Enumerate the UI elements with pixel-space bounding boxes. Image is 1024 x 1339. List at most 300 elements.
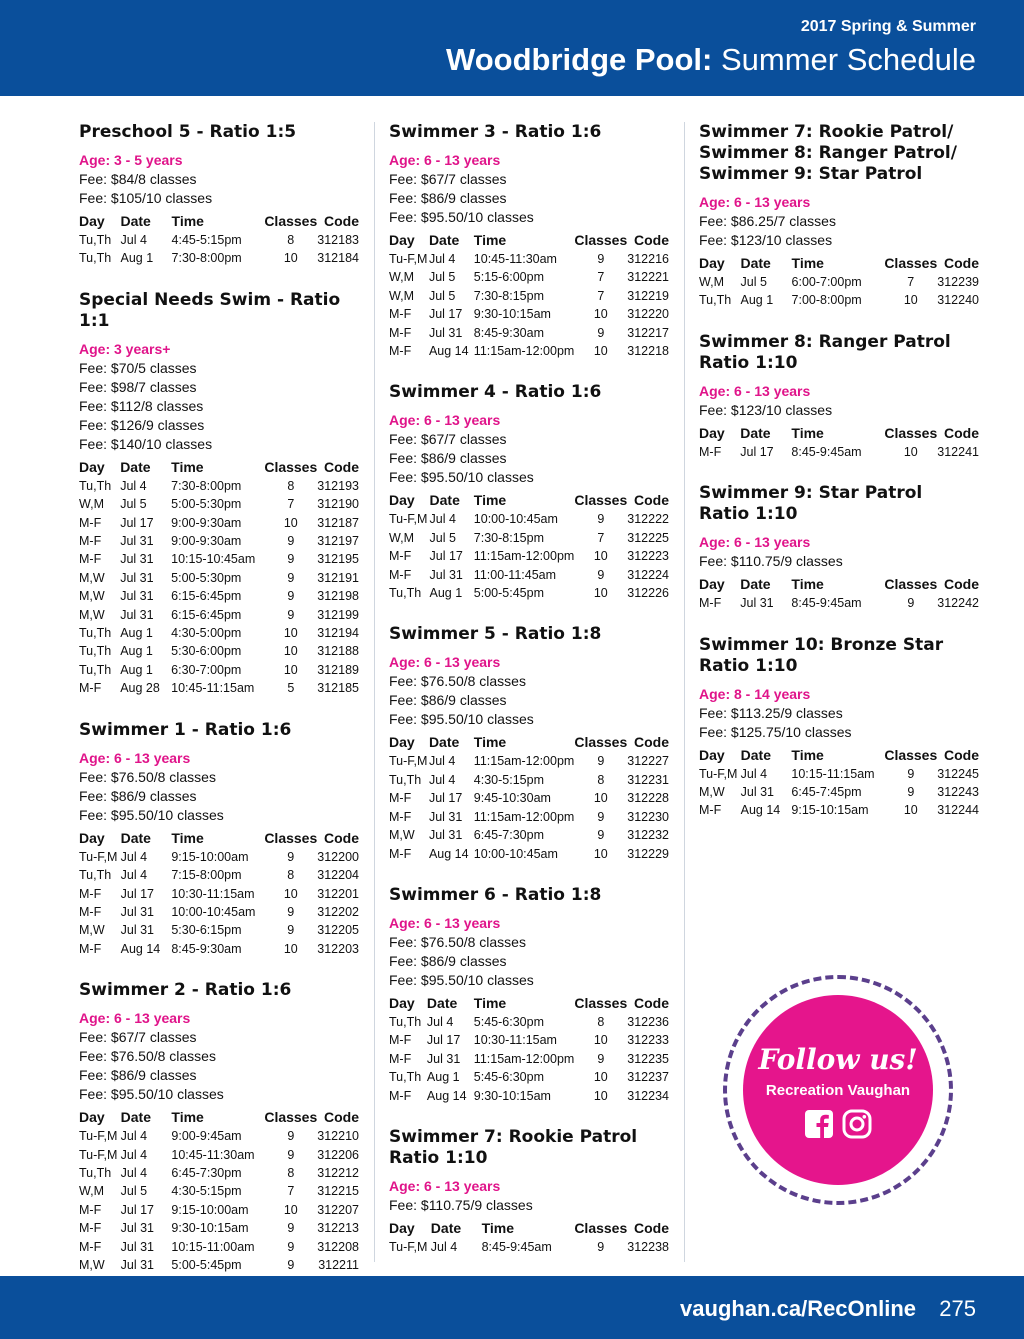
table-row: [79, 514, 359, 532]
program-title: Swimmer 7: Rookie Patrol Ratio 1:10: [389, 1126, 638, 1168]
table-row: [699, 291, 979, 309]
facebook-icon[interactable]: [804, 1109, 834, 1139]
table-row: [699, 801, 979, 819]
table-header-row: [389, 231, 669, 250]
cell-code[interactable]: 312208: [317, 1239, 359, 1254]
cell-classes: 9: [597, 252, 605, 266]
cell-date: Aug 14: [428, 344, 469, 359]
cell-date: Jul 4: [429, 512, 456, 527]
cell-day: M-F: [389, 344, 412, 359]
program-section: [699, 332, 979, 461]
fee-line: Fee: $105/10 classes: [79, 190, 213, 206]
cell-day: Tu-F,M: [79, 1129, 118, 1144]
cell-date: Jul 31: [740, 785, 774, 800]
cell-code[interactable]: 312205: [317, 923, 359, 938]
url-strong: RecOnline: [807, 1296, 916, 1321]
cell-day: W,M: [699, 275, 724, 289]
cell-date: Jul 4: [426, 1014, 454, 1029]
cell-code[interactable]: 312220: [627, 307, 669, 322]
table-row: [79, 532, 359, 550]
cell-date: Aug 1: [426, 1070, 460, 1085]
cell-day: M-F: [699, 596, 722, 611]
cell-code[interactable]: 312243: [937, 785, 979, 800]
column-header-time: Time: [171, 1109, 204, 1126]
cell-date: Aug 1: [740, 293, 774, 308]
table-row: [79, 866, 359, 884]
cell-code[interactable]: 312201: [317, 886, 359, 901]
table-row: [79, 940, 359, 958]
fee-line: Fee: $76.50/8 classes: [79, 1048, 216, 1065]
cell-date: Jul 31: [120, 1257, 154, 1272]
column-header-date: Date: [428, 232, 460, 248]
fee-line: Fee: $123/10 classes: [699, 232, 833, 248]
fee-line: Fee: $86/9 classes: [79, 787, 197, 804]
age-range: Age: 6 - 13 years: [389, 1177, 501, 1194]
cell-date: Jul 4: [120, 849, 148, 864]
cell-date: Aug 28: [120, 681, 160, 696]
cell-classes: 8: [287, 1165, 295, 1180]
cell-code[interactable]: 312238: [627, 1239, 669, 1254]
cell-day: Tu-F,M: [79, 849, 118, 864]
cell-code[interactable]: 312185: [317, 681, 359, 696]
fee-line: Fee: $86.25/7 classes: [699, 213, 836, 229]
cell-day: M-F: [389, 1033, 412, 1048]
cell-classes: 9: [287, 1221, 295, 1236]
column-header-date: Date: [429, 492, 460, 509]
cell-time: 7:30-8:15pm: [473, 530, 544, 545]
cell-classes: 10: [283, 251, 298, 266]
column-header-classes: Classes: [884, 746, 938, 763]
column-header-code: Code: [324, 829, 359, 846]
cell-time: 5:45-6:30pm: [473, 1070, 544, 1085]
cell-day: M-F: [699, 803, 722, 818]
cell-day: W,M: [79, 497, 104, 512]
cell-day: Tu,Th: [79, 233, 112, 247]
cell-day: M-F: [389, 325, 412, 340]
cell-day: Tu-F,M: [699, 766, 738, 781]
schedule-table: [389, 491, 669, 602]
age-range: Age: 6 - 13 years: [389, 152, 501, 168]
program-section: [79, 122, 359, 268]
cell-classes: 9: [287, 1257, 295, 1272]
cell-date: Jul 4: [120, 1129, 148, 1144]
cell-code[interactable]: 312211: [318, 1257, 359, 1272]
fee-line: Fee: $76.50/8 classes: [389, 933, 526, 950]
cell-code[interactable]: 312189: [317, 662, 359, 677]
column-header-code: Code: [944, 255, 979, 271]
cell-time: 5:00-5:30pm: [171, 497, 242, 512]
cell-date: Jul 31: [120, 552, 154, 567]
program-section: [79, 980, 359, 1311]
cell-time: 11:00-11:45am: [473, 567, 557, 582]
cell-day: Tu,Th: [79, 1165, 112, 1180]
column-header-time: Time: [791, 424, 824, 441]
column-header-classes: Classes: [264, 829, 318, 846]
cell-time: 11:15am-12:00pm: [473, 754, 575, 769]
follow-us-badge[interactable]: [723, 975, 953, 1205]
cell-time: 9:30-10:15am: [473, 1088, 551, 1103]
url-prefix: vaughan.ca/: [680, 1296, 808, 1321]
cell-classes: 9: [907, 766, 915, 781]
cell-classes: 9: [907, 596, 915, 611]
program-section: [389, 1127, 669, 1256]
cell-day: Tu,Th: [699, 293, 732, 308]
schedule-table: [389, 994, 669, 1105]
column-header-code: Code: [634, 232, 669, 248]
cell-classes: 9: [287, 607, 295, 622]
table-row: [79, 624, 359, 642]
cell-date: Jul 31: [429, 567, 463, 582]
age-range: Age: 6 - 13 years: [389, 914, 501, 931]
cell-code[interactable]: 312235: [627, 1051, 669, 1066]
fee-line: Fee: $95.50/10 classes: [389, 711, 534, 728]
cell-time: 8:45-9:30am: [473, 325, 544, 340]
cell-code[interactable]: 312239: [937, 275, 979, 289]
cell-code[interactable]: 312231: [627, 772, 669, 787]
cell-date: Jul 31: [426, 1051, 461, 1066]
cell-time: 5:00-5:45pm: [171, 1257, 242, 1272]
column-header-day: Day: [389, 994, 415, 1011]
cell-code[interactable]: 312227: [627, 754, 669, 769]
cell-code[interactable]: 312191: [317, 570, 359, 585]
cell-classes: 9: [287, 552, 295, 567]
column-header-code: Code: [634, 1219, 669, 1236]
cell-day: M-F: [389, 791, 412, 806]
program-title: Swimmer 3 - Ratio 1:6: [389, 122, 602, 142]
cell-code[interactable]: 312193: [317, 478, 359, 493]
table-row: [389, 752, 669, 770]
cell-day: M-F: [389, 1051, 412, 1066]
cell-code[interactable]: 312207: [317, 1202, 359, 1217]
cell-code[interactable]: 312190: [317, 497, 359, 512]
cell-code[interactable]: 312236: [627, 1014, 669, 1029]
cell-time: 6:45-7:30pm: [171, 1165, 242, 1180]
cell-code[interactable]: 312226: [627, 586, 669, 601]
cell-day: Tu,Th: [79, 626, 112, 641]
program-title: Swimmer 10: Bronze Star Ratio 1:10: [699, 634, 944, 676]
cell-classes: 10: [283, 941, 298, 956]
cell-day: M,W: [79, 1257, 105, 1272]
reconline-link[interactable]: [680, 1296, 916, 1322]
table-header-row: [389, 1219, 669, 1238]
fee-line: Fee: $67/7 classes: [79, 1029, 197, 1046]
schedule-column-3: [699, 122, 979, 842]
fee-line: Fee: $113.25/9 classes: [699, 704, 843, 721]
cell-code[interactable]: 312188: [317, 644, 359, 659]
cell-time: 10:45-11:15am: [171, 681, 255, 696]
cell-code[interactable]: 312183: [317, 233, 359, 247]
cell-code[interactable]: 312218: [627, 344, 669, 359]
table-header-row: [699, 746, 979, 765]
table-header-row: [79, 212, 359, 231]
schedule-table: [389, 733, 669, 862]
follow-subtitle: Recreation Vaughan: [765, 1082, 911, 1099]
cell-date: Jul 4: [120, 478, 147, 493]
cell-time: 5:30-6:15pm: [171, 923, 242, 938]
cell-time: 6:45-7:45pm: [791, 785, 862, 800]
program-title: Swimmer 9: Star Patrol Ratio 1:10: [699, 483, 923, 525]
cell-code[interactable]: 312219: [627, 288, 669, 303]
cell-time: 11:15am-12:00pm: [473, 809, 575, 824]
cell-code[interactable]: 312215: [317, 1184, 359, 1199]
column-header-code: Code: [944, 424, 979, 441]
cell-code[interactable]: 312202: [317, 904, 359, 919]
cell-date: Jul 17: [740, 444, 774, 459]
table-header-row: [699, 254, 979, 273]
cell-classes: 9: [287, 1147, 295, 1162]
cell-time: 11:15am-12:00pm: [473, 549, 575, 564]
column-header-code: Code: [634, 492, 669, 509]
cell-date: Jul 5: [120, 497, 147, 512]
column-header-code: Code: [944, 746, 979, 763]
cell-code[interactable]: 312197: [317, 534, 359, 549]
cell-date: Jul 4: [428, 252, 456, 266]
column-header-classes: Classes: [884, 255, 938, 271]
table-row: [389, 287, 669, 305]
cell-time: 10:30-11:15am: [171, 886, 255, 901]
table-row: [79, 569, 359, 587]
cell-classes: 8: [287, 868, 295, 883]
cell-time: 10:15-11:00am: [171, 1239, 255, 1254]
instagram-icon[interactable]: [842, 1109, 872, 1139]
cell-code[interactable]: 312237: [627, 1070, 669, 1085]
cell-time: 6:30-7:00pm: [171, 662, 242, 677]
table-row: [389, 324, 669, 342]
cell-code[interactable]: 312222: [627, 512, 669, 527]
cell-code[interactable]: 312195: [317, 552, 359, 567]
cell-classes: 9: [287, 534, 295, 549]
program-section: [389, 885, 669, 1105]
cell-classes: 9: [907, 785, 915, 800]
cell-classes: 9: [287, 570, 295, 585]
cell-code[interactable]: 312232: [627, 828, 669, 843]
program-section: [699, 635, 979, 820]
cell-day: M-F: [79, 904, 102, 919]
table-row: [389, 305, 669, 323]
fee-line: Fee: $110.75/9 classes: [699, 553, 843, 570]
cell-code[interactable]: 312203: [317, 941, 359, 956]
cell-time: 8:45-9:45am: [481, 1239, 552, 1254]
cell-date: Jul 31: [120, 904, 154, 919]
cell-code[interactable]: 312245: [937, 766, 979, 781]
fee-line: Fee: $125.75/10 classes: [699, 723, 852, 740]
cell-code[interactable]: 312212: [317, 1165, 359, 1180]
age-range: Age: 6 - 13 years: [79, 1010, 191, 1027]
schedule-column-2: [389, 122, 669, 1278]
cell-code[interactable]: 312234: [627, 1088, 669, 1103]
column-header-classes: Classes: [884, 576, 938, 593]
cell-date: Aug 14: [426, 1088, 467, 1103]
fee-line: Fee: $95.50/10 classes: [79, 1086, 224, 1103]
column-header-time: Time: [473, 232, 507, 248]
schedule-table: [699, 575, 979, 612]
age-range: Age: 6 - 13 years: [389, 412, 501, 429]
cell-code[interactable]: 312241: [937, 444, 979, 459]
column-header-day: Day: [79, 1109, 105, 1126]
cell-time: 6:15-6:45pm: [171, 607, 242, 622]
cell-day: Tu,Th: [389, 1070, 422, 1085]
cell-time: 10:00-10:45am: [171, 904, 256, 919]
cell-code[interactable]: 312240: [937, 293, 979, 308]
table-row: [79, 1182, 359, 1200]
fee-line: Fee: $86/9 classes: [389, 692, 507, 709]
cell-day: M-F: [79, 552, 102, 567]
cell-code[interactable]: 312229: [627, 846, 669, 861]
cell-time: 5:00-5:30pm: [171, 570, 242, 585]
cell-classes: 8: [597, 1014, 605, 1029]
cell-time: 7:30-8:00pm: [171, 251, 242, 266]
column-header-date: Date: [120, 1109, 151, 1126]
cell-code[interactable]: 312194: [317, 626, 359, 641]
cell-classes: 9: [597, 828, 605, 843]
cell-code[interactable]: 312216: [627, 252, 669, 266]
cell-code[interactable]: 312223: [627, 549, 669, 564]
cell-classes: 10: [903, 293, 918, 308]
cell-code[interactable]: 312225: [627, 530, 669, 545]
cell-code[interactable]: 312184: [317, 251, 359, 266]
cell-classes: 5: [287, 681, 295, 696]
program-section: [389, 122, 669, 360]
cell-code[interactable]: 312187: [317, 515, 359, 530]
cell-classes: 10: [593, 846, 608, 861]
table-row: [79, 903, 359, 921]
table-row: [79, 1164, 359, 1182]
cell-code[interactable]: 312200: [317, 849, 359, 864]
cell-classes: 9: [597, 1239, 605, 1254]
column-header-classes: Classes: [884, 424, 938, 441]
program-section: [79, 290, 359, 698]
cell-day: M-F: [389, 549, 412, 564]
column-header-classes: Classes: [264, 458, 318, 475]
cell-date: Jul 31: [120, 607, 154, 622]
cell-day: M-F: [79, 1221, 102, 1236]
cell-code[interactable]: 312242: [937, 596, 979, 611]
cell-code[interactable]: 312198: [317, 589, 359, 604]
program-title: Swimmer 2 - Ratio 1:6: [79, 980, 292, 1001]
cell-day: W,M: [389, 530, 414, 545]
cell-time: 6:15-6:45pm: [171, 589, 242, 604]
table-row: [389, 845, 669, 863]
cell-date: Aug 14: [120, 941, 161, 956]
cell-classes: 10: [593, 1033, 608, 1048]
cell-time: 5:30-6:00pm: [171, 644, 242, 659]
table-row: [389, 547, 669, 565]
cell-classes: 10: [903, 803, 918, 818]
fee-line: Fee: $67/7 classes: [389, 431, 507, 448]
cell-time: 7:15-8:00pm: [171, 868, 242, 883]
cell-date: Jul 17: [120, 515, 154, 530]
cell-date: Jul 31: [120, 534, 154, 549]
table-row: [389, 1068, 669, 1086]
cell-code[interactable]: 312230: [627, 809, 669, 824]
cell-day: M-F: [389, 846, 412, 861]
schedule-table: [79, 829, 359, 958]
page-title: [446, 42, 976, 78]
cell-day: Tu,Th: [389, 1014, 422, 1029]
title-schedule: Summer Schedule: [712, 42, 976, 77]
cell-code[interactable]: 312206: [317, 1147, 359, 1162]
cell-date: Jul 5: [740, 275, 767, 289]
cell-code[interactable]: 312233: [627, 1033, 669, 1048]
cell-date: Jul 31: [120, 923, 154, 938]
cell-code[interactable]: 312204: [317, 868, 359, 883]
cell-time: 9:00-9:30am: [171, 515, 242, 530]
table-header-row: [389, 491, 669, 510]
cell-classes: 10: [593, 307, 608, 322]
season-label: 2017 Spring & Summer: [800, 18, 976, 35]
cell-day: M,W: [79, 607, 105, 622]
age-range: Age: 3 years+: [79, 340, 171, 357]
column-header-date: Date: [120, 213, 151, 229]
cell-classes: 9: [287, 589, 295, 604]
table-row: [389, 826, 669, 844]
table-row: [699, 443, 979, 461]
cell-code[interactable]: 312210: [317, 1129, 359, 1144]
table-header-row: [79, 458, 359, 477]
cell-classes: 9: [287, 849, 295, 864]
table-row: [389, 268, 669, 286]
column-header-date: Date: [428, 734, 460, 751]
program-title: Swimmer 6 - Ratio 1:8: [389, 884, 602, 905]
cell-date: Jul 4: [120, 1165, 148, 1180]
cell-classes: 10: [283, 886, 298, 901]
column-header-time: Time: [171, 458, 204, 475]
table-row: [389, 342, 669, 360]
cell-classes: 7: [287, 1184, 295, 1199]
cell-classes: 9: [597, 1051, 605, 1066]
cell-classes: 10: [593, 1088, 608, 1103]
cell-code[interactable]: 312228: [627, 791, 669, 806]
follow-us-circle: [743, 995, 933, 1185]
cell-time: 9:15-10:00am: [171, 1202, 249, 1217]
cell-code[interactable]: 312199: [317, 607, 359, 622]
column-header-time: Time: [473, 734, 507, 751]
table-header-row: [699, 424, 979, 443]
cell-day: M,W: [79, 923, 105, 938]
table-row: [389, 1087, 669, 1105]
column-header-day: Day: [389, 492, 415, 509]
cell-time: 11:15am-12:00pm: [473, 344, 575, 359]
cell-code[interactable]: 312224: [627, 567, 669, 582]
cell-time: 11:15am-12:00pm: [473, 1051, 575, 1066]
fee-line: Fee: $126/9 classes: [79, 416, 205, 433]
cell-code[interactable]: 312244: [937, 803, 979, 818]
schedule-table: [389, 231, 669, 360]
table-header-row: [699, 575, 979, 594]
fee-line: Fee: $98/7 classes: [79, 378, 197, 395]
column-header-classes: Classes: [264, 1109, 318, 1126]
fee-line: Fee: $110.75/9 classes: [389, 1196, 533, 1213]
cell-date: Jul 31: [120, 1239, 154, 1254]
cell-classes: 8: [597, 772, 605, 787]
column-header-time: Time: [791, 255, 824, 271]
follow-title: Follow us!: [758, 1043, 918, 1076]
cell-code[interactable]: 312221: [627, 270, 669, 285]
fee-line: Fee: $86/9 classes: [389, 190, 507, 206]
cell-time: 10:45-11:30am: [171, 1147, 255, 1162]
cell-day: Tu-F,M: [389, 754, 428, 769]
cell-code[interactable]: 312213: [317, 1221, 359, 1236]
cell-date: Jul 17: [426, 1033, 461, 1048]
schedule-column-1: [79, 122, 359, 1333]
program-title: Swimmer 7: Rookie Patrol/ Swimmer 8: Ranger Patrol/ Swimmer 9: Star Patrol: [699, 122, 957, 184]
column-header-time: Time: [791, 576, 824, 593]
cell-code[interactable]: 312217: [627, 325, 669, 340]
cell-day: M-F: [79, 534, 102, 549]
table-row: [389, 1050, 669, 1068]
table-row: [79, 1201, 359, 1219]
column-header-day: Day: [389, 734, 415, 751]
